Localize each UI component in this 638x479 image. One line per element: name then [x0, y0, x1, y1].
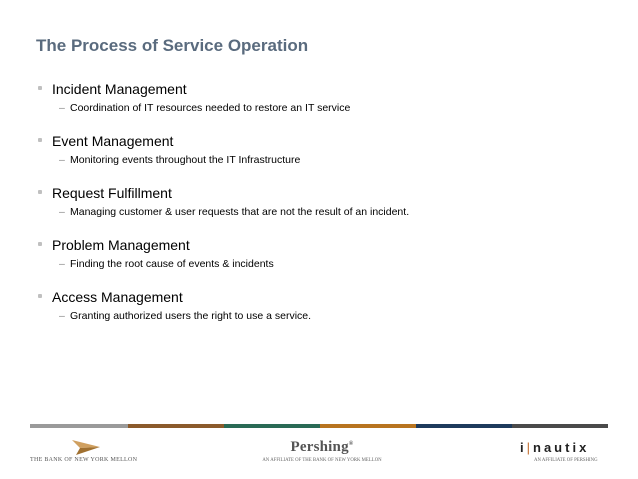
list-item: [36, 133, 606, 167]
stripe: [128, 424, 224, 428]
registered-mark: ®: [348, 441, 354, 447]
inautix-prefix: i: [520, 440, 527, 455]
inautix-divider: |: [526, 440, 534, 455]
bny-mellon-logo: [30, 438, 140, 468]
item-heading: Request Fulfillment: [52, 185, 172, 201]
dash-marker: –: [59, 154, 65, 166]
bny-mellon-logo-icon: [66, 438, 106, 456]
footer-color-stripes: [30, 424, 608, 428]
item-detail: Monitoring events throughout the IT Infrastructure: [70, 154, 301, 166]
stripe: [512, 424, 608, 428]
pershing-logo: [262, 439, 382, 469]
item-detail: Managing customer & user requests that are not the result of an incident.: [70, 206, 410, 218]
dash-marker: –: [59, 102, 65, 114]
list-item: [36, 185, 606, 219]
item-heading: Event Management: [52, 133, 174, 149]
bullet-icon: [38, 294, 42, 298]
bny-mellon-text: THE BANK OF NEW YORK MELLON: [30, 457, 138, 463]
inautix-tagline: AN AFFILIATE OF PERSHING: [534, 458, 598, 463]
bullet-icon: [38, 242, 42, 246]
dash-marker: –: [59, 258, 65, 270]
dash-marker: –: [59, 310, 65, 322]
list-item: [36, 237, 606, 271]
stripe: [30, 424, 128, 428]
item-detail: Finding the root cause of events & incidents: [70, 258, 274, 270]
item-heading: Access Management: [52, 289, 183, 305]
slide-title: The Process of Service Operation: [36, 36, 309, 55]
stripe: [224, 424, 320, 428]
item-heading: Problem Management: [52, 237, 190, 253]
item-detail: Coordination of IT resources needed to restore an IT service: [70, 102, 351, 114]
dash-marker: –: [59, 206, 65, 218]
stripe: [320, 424, 416, 428]
inautix-logo: [520, 440, 612, 470]
bullet-icon: [38, 190, 42, 194]
bullet-icon: [38, 86, 42, 90]
list-item: [36, 289, 606, 323]
pershing-tagline: AN AFFILIATE OF THE BANK OF NEW YORK MELLON: [262, 458, 382, 463]
stripe: [416, 424, 512, 428]
bullet-icon: [38, 138, 42, 142]
logo-shape-upper: [72, 440, 100, 448]
item-heading: Incident Management: [52, 81, 187, 97]
list-item: [36, 81, 606, 115]
logo-shape-lower: [76, 447, 100, 455]
pershing-name: Pershing: [290, 439, 349, 455]
bullet-list: [36, 81, 606, 341]
inautix-name: nautix: [533, 440, 590, 455]
item-detail: Granting authorized users the right to use a service.: [70, 310, 312, 322]
